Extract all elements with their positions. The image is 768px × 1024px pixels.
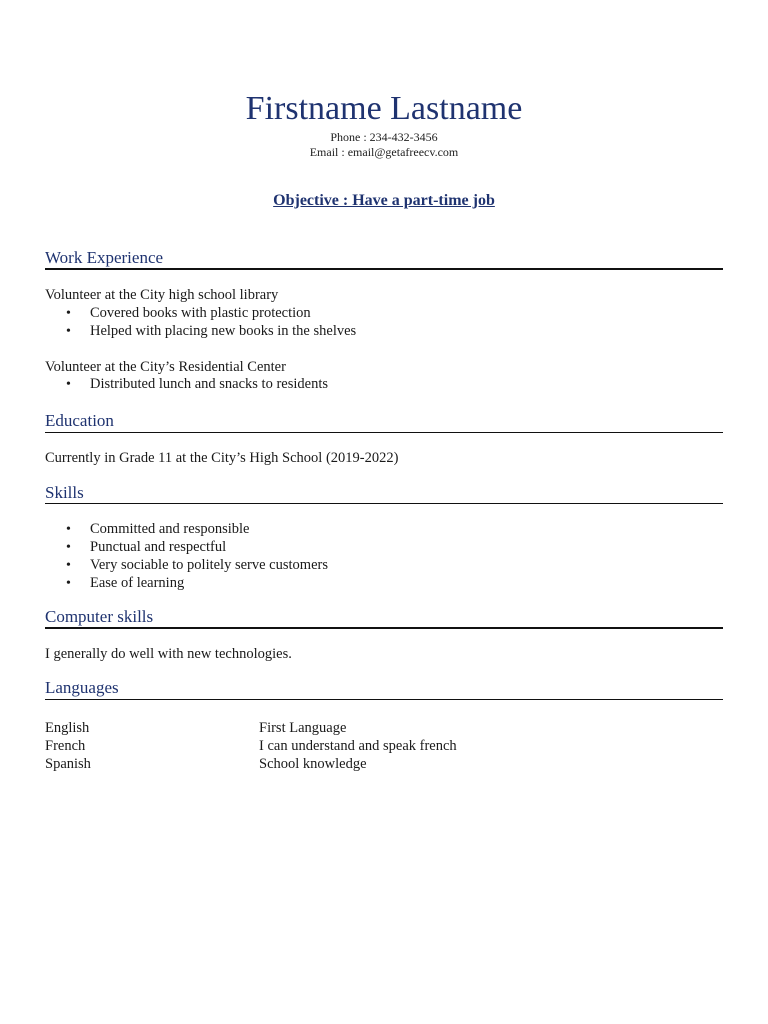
computer-skills-rule: [45, 627, 723, 629]
job-role: Volunteer at the City high school library: [45, 287, 279, 303]
skill-item: • Punctual and respectful: [66, 539, 227, 555]
education-rule: [45, 432, 723, 433]
bullet-icon: •: [66, 576, 71, 591]
phone-line: Phone : 234-432-3456: [330, 130, 438, 144]
objective-heading: Objective : Have a part-time job: [273, 192, 495, 209]
language-level: I can understand and speak french: [259, 738, 457, 754]
work-experience-heading: Work Experience: [45, 248, 164, 267]
bullet-icon: •: [66, 540, 71, 555]
languages-heading: Languages: [45, 678, 119, 697]
bullet-icon: •: [66, 377, 71, 392]
education-text: Currently in Grade 11 at the City’s High School (2019-2022): [45, 450, 399, 466]
language-name: French: [45, 738, 86, 754]
candidate-name: Firstname Lastname: [245, 90, 523, 127]
job-role: Volunteer at the City’s Residential Center: [45, 359, 286, 375]
computer-skills-heading: Computer skills: [45, 607, 154, 626]
skill-item: • Very sociable to politely serve customers: [66, 557, 328, 573]
skills-rule: [45, 503, 723, 504]
bullet-icon: •: [66, 558, 71, 573]
email-line: Email : email@getafreecv.com: [309, 145, 459, 159]
job-bullet: • Covered books with plastic protection: [66, 305, 311, 321]
bullet-icon: •: [66, 522, 71, 537]
languages-rule: [45, 699, 723, 700]
education-heading: Education: [45, 411, 114, 430]
bullet-icon: •: [66, 306, 71, 321]
job-bullet: • Helped with placing new books in the shelves: [66, 323, 357, 339]
bullet-icon: •: [66, 324, 71, 339]
skills-heading: Skills: [45, 483, 84, 502]
work-experience-rule: [45, 268, 723, 270]
language-name: English: [45, 720, 90, 736]
language-level: First Language: [259, 720, 347, 736]
language-level: School knowledge: [259, 756, 367, 772]
skill-item: • Committed and responsible: [66, 521, 250, 537]
job-bullet: • Distributed lunch and snacks to residents: [66, 376, 328, 392]
skill-item: • Ease of learning: [66, 575, 185, 591]
language-name: Spanish: [45, 756, 91, 772]
computer-skills-text: I generally do well with new technologies.: [45, 646, 292, 662]
